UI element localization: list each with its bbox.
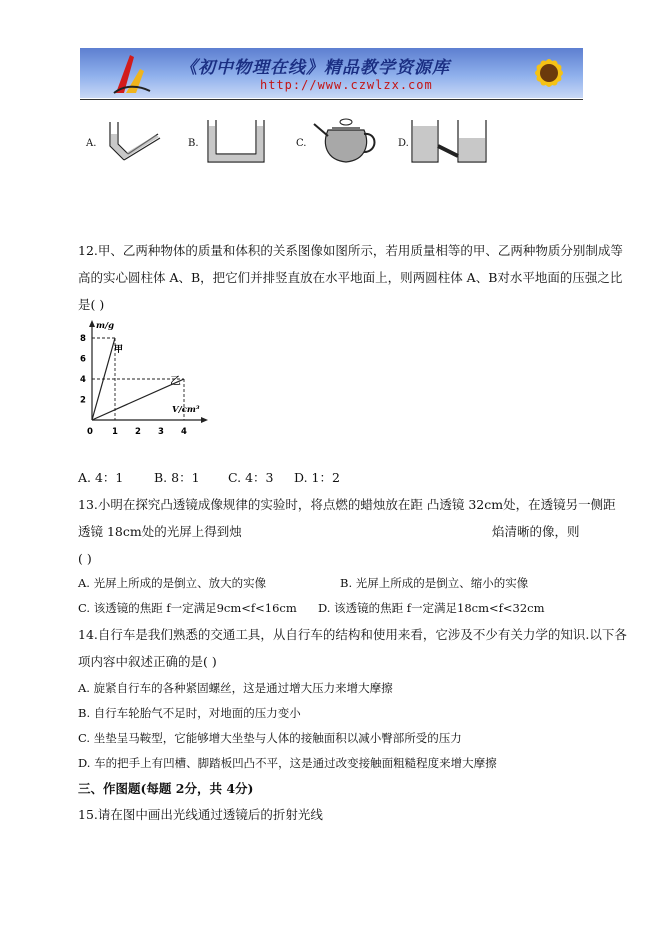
section-3-title: 三、作图题(每题 2分，共 4分) [78, 781, 254, 796]
q14-line-2: 项内容中叙述正确的是( ) [78, 654, 217, 669]
q12-option-d: D. 1：2 [294, 470, 340, 485]
sunflower-icon [519, 49, 577, 97]
graph-x-label: V/cm³ [172, 405, 200, 415]
q14-line-1: 14.自行车是我们熟悉的交通工具，从自行车的结构和使用来看，它涉及不少有关力学的知识.以下各 [78, 627, 627, 642]
q13-option-d: D. 该透镜的焦距 f一定满足18cm<f<32cm [318, 601, 545, 615]
site-logo [110, 51, 154, 95]
q14-option-b: B. 自行车轮胎气不足时，对地面的压力变小 [78, 706, 301, 720]
graph-y-label: m/g [96, 321, 115, 331]
q13-option-c: C. 该透镜的焦距 f一定满足9cm<f<16cm [78, 601, 297, 615]
q13-line-3: ( ) [78, 551, 92, 566]
q11-option-d-label: D. [398, 138, 409, 149]
series-label-jia: 甲 [114, 345, 124, 355]
q11-option-a-label: A. [86, 138, 97, 149]
y-tick-label: 8 [80, 334, 86, 344]
y-tick-label: 2 [80, 395, 86, 406]
series-label-yi: 乙 [170, 374, 181, 387]
q11-option-c-label: C. [296, 138, 307, 149]
q12-option-c: C. 4：3 [228, 470, 274, 485]
q13-line-2a: 透镜 18cm处的光屏上得到烛 [78, 524, 242, 539]
q12-line-1: 12.甲、乙两种物体的质量和体积的关系图像如图所示，若用质量相等的甲、乙两种物质分别制成等 [78, 243, 623, 258]
x-tick-label: 4 [181, 427, 187, 436]
q14-option-c: C. 坐垫呈马鞍型，它能够增大坐垫与人体的接触面积以减小臀部所受的压力 [78, 731, 462, 745]
x-tick-label: 1 [112, 427, 118, 436]
q15-line: 15.请在图中画出光线通过透镜后的折射光线 [78, 807, 323, 822]
q11-option-b-figure [204, 116, 268, 166]
q12-option-a: A. 4：1 [78, 470, 124, 485]
series-line-0 [92, 338, 115, 420]
q13-line-1: 13.小明在探究凸透镜成像规律的实验时，将点燃的蜡烛放在距 凸透镜 32cm处，在透镜另一侧距 [78, 497, 616, 512]
banner-url: http://www.czwlzx.com [260, 78, 433, 92]
y-tick-label: 6 [80, 354, 86, 365]
q11-option-b-label: B. [188, 138, 199, 149]
x-tick-label: 3 [158, 427, 164, 436]
mass-volume-graph [76, 318, 216, 436]
q12-line-3: 是( ) [78, 297, 105, 312]
teapot-icon [312, 110, 382, 166]
header-banner [80, 48, 583, 98]
q11-option-a-figure [104, 116, 164, 162]
x-tick-label: 2 [135, 427, 141, 436]
x-tick-label: 0 [87, 427, 93, 436]
q13-option-a: A. 光屏上所成的是倒立、放大的实像 [78, 576, 267, 590]
q12-option-b: B. 8：1 [154, 470, 200, 485]
banner-title: 《初中物理在线》精品教学资源库 [180, 58, 450, 78]
y-axis-arrow [89, 320, 95, 327]
q13-option-b: B. 光屏上所成的是倒立、缩小的实像 [340, 576, 529, 590]
q12-line-2: 高的实心圆柱体 A、B，把它们并排竖直放在水平地面上，则两圆柱体 A、B对水平地面的压强之比 [78, 270, 623, 285]
q13-line-2b: 焰清晰的像，则 [492, 524, 580, 539]
q14-option-d: D. 车的把手上有凹槽、脚踏板凹凸不平，这是通过改变接触面粗糙程度来增大摩擦 [78, 756, 497, 770]
q11-option-d-figure [410, 116, 490, 166]
header-rule [80, 99, 583, 100]
x-axis-arrow [201, 417, 208, 423]
q14-option-a: A. 旋紧自行车的各种紧固螺丝，这是通过增大压力来增大摩擦 [78, 681, 393, 695]
y-tick-label: 4 [80, 375, 86, 385]
